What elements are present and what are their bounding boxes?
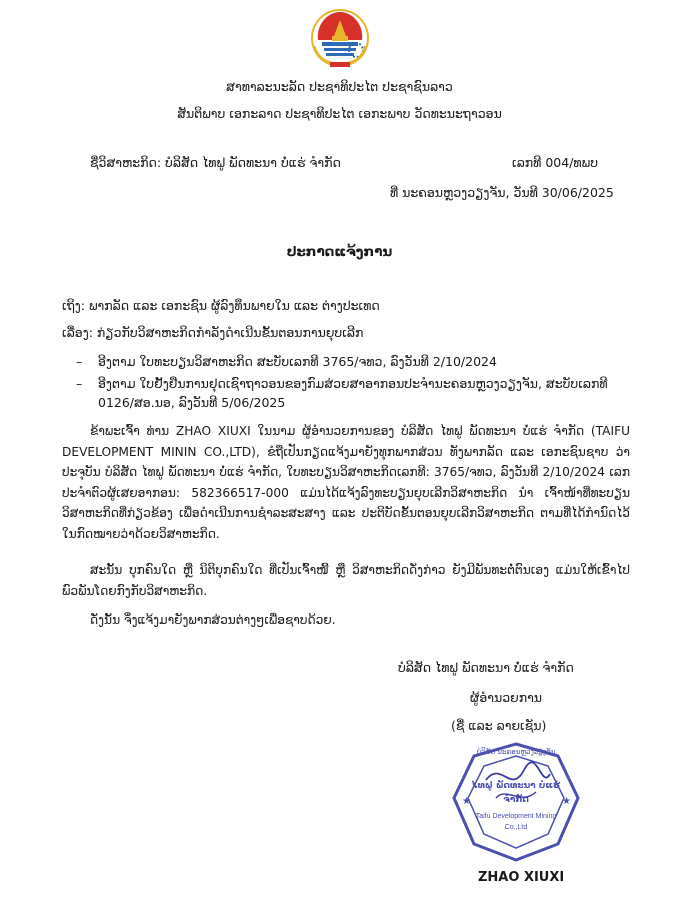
stamp-english-line1: Taifu Development Mining — [475, 813, 557, 820]
company-stamp-icon — [446, 740, 586, 864]
signer-name: ZHAO XIUXI — [478, 870, 565, 885]
stamp-ring-text: ບໍລິສັດ ນະຄອນຫຼວງວຽງຈັນ — [476, 748, 556, 756]
reference-text: ອີງຕາມ ໃບຢັ້ງຢືນການຢຸດເຊົາຖາວອນຂອງກົມສ່ວຍສາອາກອນປະຈຳນະຄອນຫຼວງວຽງຈັນ, ສະບັບເລກທີ 0126/ສອ.ນອ, ລົງວັນທີ 5/06/2025 — [98, 376, 608, 410]
reference-item — [76, 352, 636, 371]
stamp-lao-suffix: ຈຳກັດ — [503, 795, 529, 805]
handwritten-signature-icon — [486, 762, 550, 780]
company-name-line: ຊື່ວິສາຫະກິດ: ບໍລິສັດ ໄທຟູ ພັດທະນາ ບໍ່ແຮ່ ຈຳກັດ — [90, 155, 341, 170]
signature-role: ຜູ້ອຳນວຍການ — [470, 690, 543, 705]
svg-text:★: ★ — [462, 796, 471, 807]
body-paragraph-creditors: ສະນັ້ນ ບຸກຄົນໃດ ຫຼື ນິຕິບຸກຄົນໃດ ທີ່ເປັນເຈົ້າໜີ້ ຫຼື ວິສາຫະກິດດັ່ງກ່າວ ຍັງມີພັນທະຕໍ່ຕົນເອງ ແມ່ນໃຫ້ເຂົ້າໄປພົວພັນໂດຍກົງກັບວິສາຫະກິດ. — [62, 563, 630, 598]
signature-company: ບໍລິສັດ ໄທຟູ ພັດທະນາ ບໍ່ແຮ່ ຈຳກັດ — [398, 660, 574, 675]
body-paragraph-announcement: ຂ້າພະເຈົ້າ ທ່ານ ZHAO XIUXI ໃນນາມ ຜູ້ອຳນວຍການຂອງ ບໍລິສັດ ໄທຟູ ພັດທະນາ ບໍ່ແຮ່ ຈຳກັດ (TAIFU DEVELOPMENT MININ CO.,LTD), ຂໍຖືເປັນກຽດແຈ້ງມາຍັງທຸກພາກສ່ວນ ທັງພາກລັດ ແລະ ເອກະຊົນຊາບ ວ່າ ປະຈຸບັນ ບໍລິສັດ ໄທຟູ ພັດທະນາ ບໍ່ແຮ່ ຈຳກັດ, ໃບທະບຽນວິສາຫະກິດເລກທີ: 3765/ຈທວ, ລົງວັນທີ 2/10/2024 ເລກປະຈຳຕົວຜູ້ເສຍອາກອນ: 582366517-000 ແມ່ນໄດ້ແຈ້ງລົງທະບຽນຍຸບເລີກວິສາຫະກິດ ນຳ ເຈົ້າໜ້າທີ່ທະບຽນວິສາຫະກິດທີ່ກ່ຽວຂ້ອງ ເພື່ອດຳເນີນການຊຳລະສະສາງ ແລະ ປະຕິບັດຂັ້ນຕອນຍຸບເລີກວິສາຫະກິດ ຕາມທີ່ໄດ້ກຳນົດໄວ້ໃນກົດໝາຍວ່າດ້ວຍວິສາຫະກິດ. — [62, 424, 630, 541]
stamp-english-line2: Co.,Ltd — [504, 824, 528, 831]
subject-line: ເລື່ອງ: ກ່ຽວກັບວິສາຫະກິດກຳລັງດຳເນີນຂັ້ນຕອນການຍຸບເລີກ — [62, 325, 364, 340]
place-and-date: ທີ່ ນະຄອນຫຼວງວຽງຈັນ, ວັນທີ 30/06/2025 — [390, 185, 614, 200]
bullet-dash: – — [76, 376, 83, 391]
svg-text:★: ★ — [562, 796, 571, 807]
reference-list — [76, 352, 636, 415]
lao-emblem-icon — [308, 6, 372, 70]
header-country: ສາທາລະນະລັດ ປະຊາທິປະໄຕ ປະຊາຊົນລາວ — [226, 79, 453, 94]
recipient-line: ເຖິງ: ພາກລັດ ແລະ ເອກະຊົນ ຜູ້ລົງທຶນພາຍໃນ ແລະ ຕ່າງປະເທດ — [62, 298, 380, 313]
reference-number: ເລກທີ 004/ທພບ — [512, 155, 599, 170]
signature-note: (ຊື່ ແລະ ລາຍເຊັນ) — [451, 718, 547, 733]
stamp-lao-name: ໄທຟູ ພັດທະນາ ບໍ່ແຮ່ — [471, 781, 561, 791]
bullet-dash: – — [76, 354, 83, 369]
document-title: ປະກາດແຈ້ງການ — [286, 244, 393, 260]
reference-item — [76, 374, 636, 412]
header-motto: ສັນຕິພາບ ເອກະລາດ ປະຊາທິປະໄຕ ເອກະພາບ ວັດທະນະຖາວອນ — [177, 106, 502, 121]
body-paragraph-closing: ດັ່ງນັ້ນ ຈຶ່ງແຈ້ງມາຍັງພາກສ່ວນຕ່າງໆເພື່ອຊາບດ້ວຍ. — [90, 613, 336, 627]
reference-text: ອີງຕາມ ໃບທະບຽນວິສາຫະກິດ ສະບັບເລກທີ 3765/ຈທວ, ລົງວັນທີ 2/10/2024 — [98, 354, 497, 369]
